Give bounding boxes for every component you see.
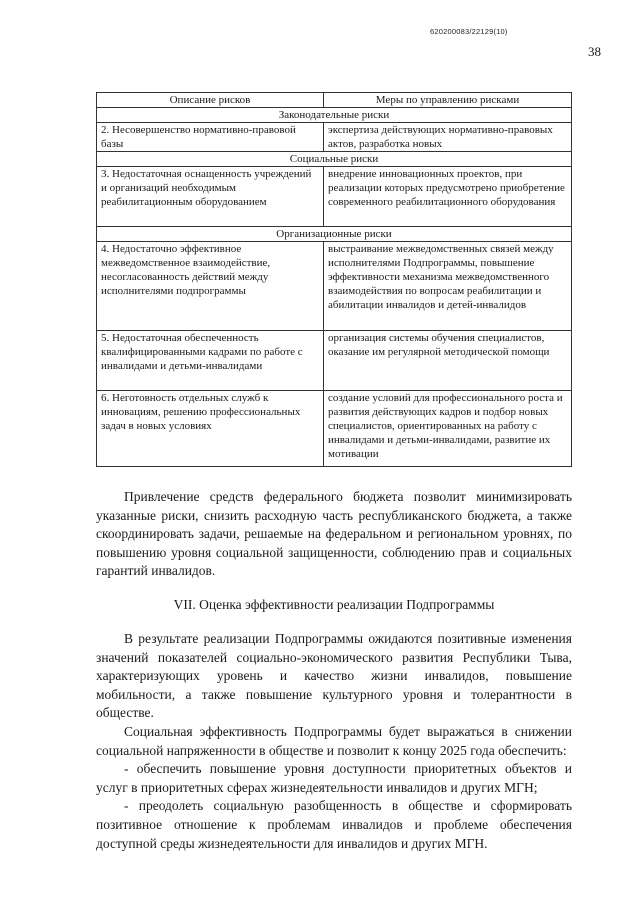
table-row — [97, 391, 572, 467]
measure-cell: экспертиза действующих нормативно-правовых актов, разработка новых — [324, 123, 572, 152]
document-id: 620200083/22129(10) — [430, 27, 508, 36]
section-row — [97, 152, 572, 167]
section-row — [97, 108, 572, 123]
paragraph: В результате реализации Подпрограммы ожидаются позитивные изменения значений показателей социально-экономического развития Республики Тыва, характеризующих уровень и качество жизни инвалидов, повышение мобильности, а также повышение культурного уровня и толерантности в обществе. — [96, 631, 572, 721]
list-item: - преодолеть социальную разобщенность в обществе и сформировать позитивное отношение к проблемам инвалидов и проблеме обеспечения доступной среды жизнедеятельности для инвалидов и других МГН. — [96, 798, 572, 851]
measure-cell: выстраивание межведомственных связей между исполнителями Подпрограммы, повышение эффективности механизма межведомственного взаимодействия по вопросам реабилитации и абилитации инвалидов и детей-инвалидов — [324, 242, 572, 331]
page-number: 38 — [588, 44, 601, 59]
section-title-organizational: Организационные риски — [97, 227, 572, 242]
paragraph: Привлечение средств федерального бюджета позволит минимизировать указанные риски, снизить расходную часть республиканского бюджета, а также скоординировать задачи, решаемые на федеральном и региональном уровнях, по повышению уровня социальной защищенности, соблюдению прав и социальных гарантий инвалидов. — [96, 489, 572, 579]
risk-cell: 5. Недостаточная обеспеченность квалифицированными кадрами по работе с инвалидами и детьми-инвалидами — [97, 331, 324, 391]
table-row — [97, 123, 572, 152]
risk-cell: 4. Недостаточно эффективное межведомственное взаимодействие, несогласованность действий между исполнителями подпрограммы — [97, 242, 324, 331]
body-text-block — [96, 630, 572, 853]
measure-cell: создание условий для профессионального роста и развития действующих кадров и подбор новых специалистов, ориентированных на работу с инвалидами и детьми-инвалидами, развитие их мотивации — [324, 391, 572, 467]
risk-cell: 3. Недостаточная оснащенность учреждений и организаций необходимым реабилитационным оборудованием — [97, 167, 324, 227]
measure-cell: внедрение инновационных проектов, при реализации которых предусмотрено приобретение современного реабилитационного оборудования — [324, 167, 572, 227]
section-title-legislative: Законодательные риски — [97, 108, 572, 123]
risk-table — [96, 92, 572, 467]
column-header-measures: Меры по управлению рисками — [324, 93, 572, 108]
table-header-row — [97, 93, 572, 108]
paragraph: Социальная эффективность Подпрограммы будет выражаться в снижении социальной напряженности в обществе и позволит к концу 2025 года обеспечить: — [96, 723, 572, 758]
risk-cell: 6. Неготовность отдельных служб к инновациям, решению профессиональных задач в новых условиях — [97, 391, 324, 467]
body-paragraph-1-block — [96, 488, 572, 581]
table-row — [97, 167, 572, 227]
list-item: - обеспечить повышение уровня доступности приоритетных объектов и услуг в приоритетных сферах жизнедеятельности инвалидов и других МГН; — [96, 761, 572, 795]
measure-cell: организация системы обучения специалистов, оказание им регулярной методической помощи — [324, 331, 572, 391]
section-row — [97, 227, 572, 242]
section-heading: VII. Оценка эффективности реализации Подпрограммы — [173, 597, 495, 612]
column-header-risks: Описание рисков — [97, 93, 324, 108]
table-row — [97, 242, 572, 331]
risk-cell: 2. Несовершенство нормативно-правовой базы — [97, 123, 324, 152]
section-title-social: Социальные риски — [97, 152, 572, 167]
table-row — [97, 331, 572, 391]
